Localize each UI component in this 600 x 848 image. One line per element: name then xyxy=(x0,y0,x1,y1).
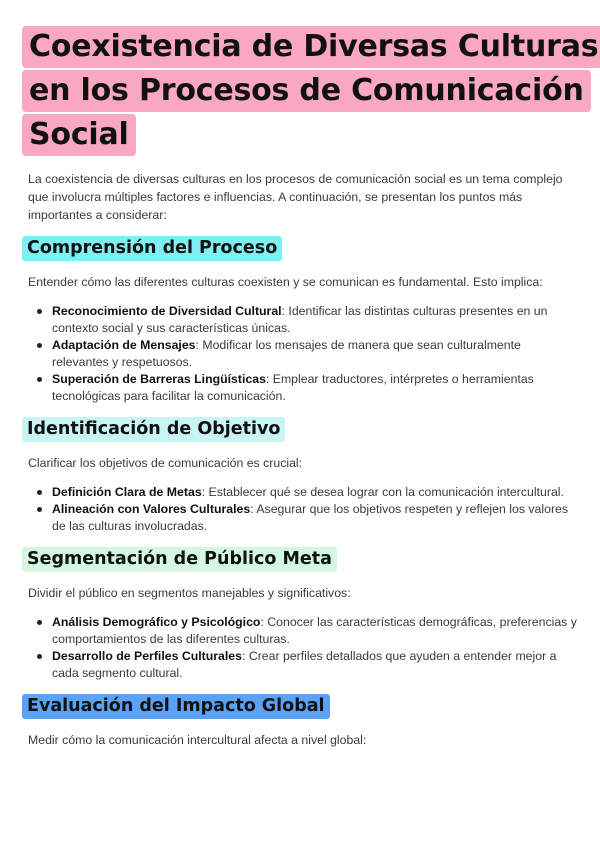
bullet-icon xyxy=(37,343,42,348)
list-item xyxy=(22,648,578,682)
bullet-icon xyxy=(37,620,42,625)
section-heading: Segmentación de Público Meta xyxy=(22,547,337,572)
section-heading: Evaluación del Impacto Global xyxy=(22,694,330,719)
bullet-icon xyxy=(37,507,42,512)
item-text: : Asegurar que los objetivos respeten y reflejen los valores de las culturas involucradas. xyxy=(52,502,569,533)
bullet-list xyxy=(22,614,578,682)
list-item xyxy=(22,614,578,648)
bullet-icon xyxy=(37,309,42,314)
list-item xyxy=(22,484,578,501)
item-term: Definición Clara de Metas xyxy=(52,485,202,499)
item-text: : Conocer las características demográficas, preferencias y comportamientos de las diferentes culturas. xyxy=(52,615,577,646)
bullet-icon xyxy=(37,654,42,659)
item-term: Superación de Barreras Lingüísticas xyxy=(52,372,266,386)
item-term: Alineación con Valores Culturales xyxy=(52,502,251,516)
item-term: Análisis Demográfico y Psicológico xyxy=(52,615,261,629)
item-text: : Establecer qué se desea lograr con la comunicación intercultural. xyxy=(201,485,564,499)
section-segmentacion xyxy=(22,547,578,682)
item-term: Adaptación de Mensajes xyxy=(52,338,196,352)
title-line: Coexistencia de Diversas Culturas xyxy=(22,26,600,68)
section-comprension xyxy=(22,236,578,405)
bullet-icon xyxy=(37,377,42,382)
section-lead: Dividir el público en segmentos manejables y significativos: xyxy=(28,586,351,600)
section-lead: Entender cómo las diferentes culturas coexisten y se comunican es fundamental. Esto implica: xyxy=(28,275,543,289)
list-item xyxy=(22,337,578,371)
section-heading: Comprensión del Proceso xyxy=(22,236,282,261)
section-identificacion xyxy=(22,417,578,535)
bullet-list xyxy=(22,484,578,535)
title-line: en los Procesos de Comunicación xyxy=(22,70,591,112)
bullet-icon xyxy=(37,490,42,495)
section-heading: Identificación de Objetivo xyxy=(22,417,285,442)
bullet-list xyxy=(22,303,578,405)
item-term: Reconocimiento de Diversidad Cultural xyxy=(52,304,282,318)
intro-paragraph: La coexistencia de diversas culturas en los procesos de comunicación social es un tema complejo que involucra múltiples factores e influencias. A continuación, se presentan los puntos más importantes a considerar: xyxy=(28,172,563,222)
item-text: : Crear perfiles detallados que ayuden a entender mejor a cada segmento cultural. xyxy=(52,649,557,680)
section-lead: Medir cómo la comunicación intercultural afecta a nivel global: xyxy=(28,733,367,747)
item-text: : Emplear traductores, intérpretes o herramientas tecnológicas para facilitar la comunicación. xyxy=(52,372,534,403)
list-item xyxy=(22,501,578,535)
section-evaluacion xyxy=(22,694,578,749)
document-page xyxy=(22,26,599,761)
section-lead: Clarificar los objetivos de comunicación es crucial: xyxy=(28,456,303,470)
page-title xyxy=(22,26,599,158)
item-term: Desarrollo de Perfiles Culturales xyxy=(52,649,242,663)
title-line: Social xyxy=(22,114,136,156)
item-text: : Modificar los mensajes de manera que sean culturalmente relevantes y respetuosos. xyxy=(52,338,521,369)
item-text: : Identificar las distintas culturas presentes en un contexto social y sus características únicas. xyxy=(52,304,548,335)
list-item xyxy=(22,303,578,337)
list-item xyxy=(22,371,578,405)
